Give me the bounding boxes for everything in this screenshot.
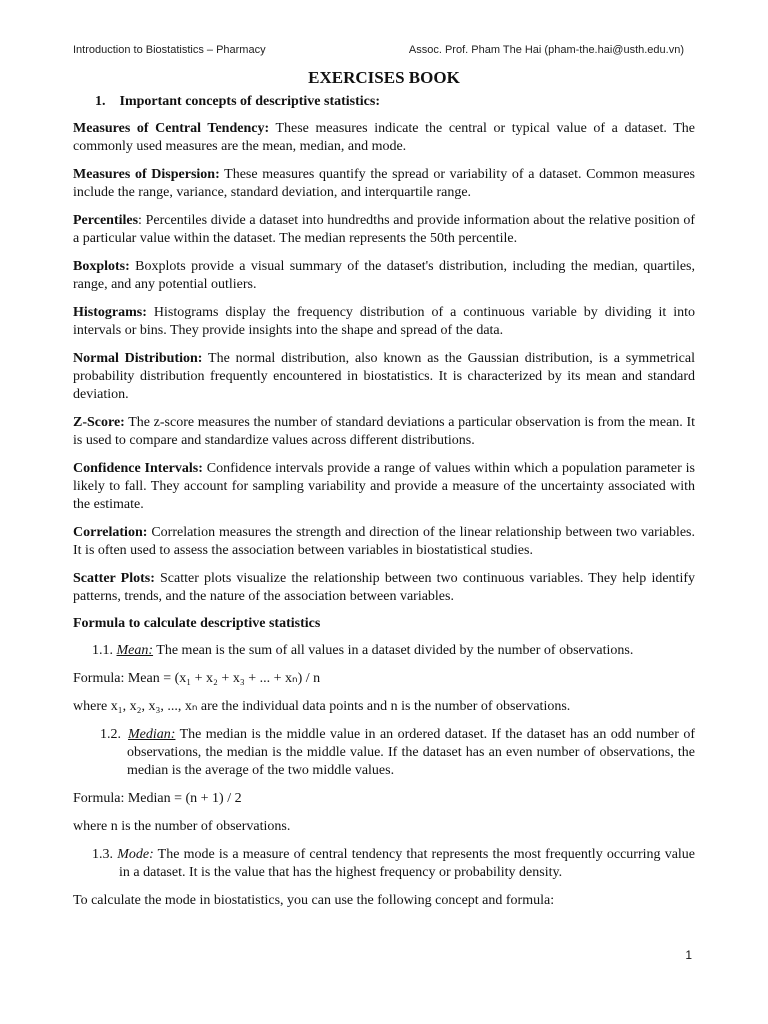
header-course: Introduction to Biostatistics – Pharmacy: [73, 44, 266, 56]
concept-boxplots: [73, 258, 695, 294]
mean-label: Mean:: [116, 643, 154, 658]
concept-confidence-intervals: [73, 460, 695, 514]
concept-text: Boxplots provide a visual summary of the dataset's distribution, including the median, quartiles, range, and any potential outliers.: [73, 259, 695, 292]
formula-heading: Formula to calculate descriptive statistics: [73, 616, 321, 631]
concept-text: The normal distribution, also known as the Gaussian distribution, is a symmetrical probability distribution frequently encountered in biostatistics. It is characterized by its mean and standard deviation.: [73, 351, 695, 402]
concept-term: Confidence Intervals:: [73, 461, 203, 476]
median-label: Median:: [128, 727, 176, 742]
page-number: 1: [685, 948, 692, 962]
concept-scatter-plots: [73, 570, 695, 606]
median-item: [73, 726, 695, 780]
mean-formula: Formula: Mean = (x₁ + x₂ + x₃ + ... + xₙ) / n: [73, 671, 321, 686]
concept-normal-distribution: [73, 350, 695, 404]
concept-term: Z-Score:: [73, 415, 125, 430]
concept-term: Measures of Dispersion:: [73, 167, 220, 182]
concept-text: Histograms display the frequency distribution of a continuous variable by dividing it into intervals or bins. They provide insights into the shape and spread of the data.: [73, 305, 695, 338]
header-author: Assoc. Prof. Pham The Hai (pham-the.hai@usth.edu.vn): [408, 44, 684, 56]
median-text: The median is the middle value in an ordered dataset. If the dataset has an odd number of observations, the median is the middle value. If the dataset has an even number of observations, the median is the average of the two middle values.: [127, 727, 695, 778]
median-number: 1.2.: [100, 727, 128, 742]
page-body: [73, 68, 695, 920]
concept-dispersion: [73, 166, 695, 202]
concept-z-score: [73, 414, 695, 450]
concept-term: Percentiles: [73, 213, 139, 228]
closing-sentence: To calculate the mode in biostatistics, you can use the following concept and formula:: [73, 893, 555, 908]
concept-text: These measures indicate the central or typical value of a dataset. The commonly used measures are the mean, median, and mode.: [73, 121, 695, 154]
concept-term: Scatter Plots:: [73, 571, 155, 586]
concept-text: Confidence intervals provide a range of values within which a population parameter is likely to fall. They account for sampling variability and provide a measure of the uncertainty associated with the estimate.: [73, 461, 695, 512]
concept-term: Correlation:: [73, 525, 148, 540]
mode-number: 1.3.: [92, 847, 118, 862]
section-heading: 1. Important concepts of descriptive statistics:: [95, 94, 381, 109]
concept-text: The z-score measures the number of standard deviations a particular observation is from the mean. It is used to compare and standardize values across different distributions.: [73, 415, 695, 448]
mean-where: where x₁, x₂, x₃, ..., xₙ are the individual data points and n is the number of observations.: [73, 699, 571, 714]
concept-term: Measures of Central Tendency:: [73, 121, 270, 136]
mode-label: Mode:: [117, 847, 154, 862]
mean-item: [73, 642, 695, 660]
median-formula: Formula: Median = (n + 1) / 2: [73, 791, 242, 806]
concept-percentiles: [73, 212, 695, 248]
concept-term: Normal Distribution:: [73, 351, 203, 366]
concept-text: Correlation measures the strength and direction of the linear relationship between two variables. It is often used to assess the association between variables in biostatistical studies.: [73, 525, 695, 558]
concept-text: These measures quantify the spread or variability of a dataset. Common measures include the range, variance, standard deviation, and interquartile range.: [73, 167, 695, 200]
running-header: [73, 44, 684, 56]
concept-text: : Percentiles divide a dataset into hundredths and provide information about the relative position of a particular value within the dataset. The median represents the 50th percentile.: [73, 213, 695, 246]
page-title: EXERCISES BOOK: [308, 68, 460, 87]
mean-number: 1.1.: [92, 643, 117, 658]
concept-text: Scatter plots visualize the relationship between two continuous variables. They help identify patterns, trends, and the nature of the association between variables.: [73, 571, 695, 604]
mode-text: The mode is a measure of central tendency that represents the most frequently occurring value in a dataset. It is the value that has the highest frequency or probability density.: [119, 847, 696, 880]
mean-text: The mean is the sum of all values in a dataset divided by the number of observations.: [153, 643, 634, 658]
concept-correlation: [73, 524, 695, 560]
concept-histograms: [73, 304, 695, 340]
concept-central-tendency: [73, 120, 695, 156]
median-where: where n is the number of observations.: [73, 819, 291, 834]
concept-term: Histograms:: [73, 305, 147, 320]
concept-term: Boxplots:: [73, 259, 130, 274]
mode-item: [73, 846, 695, 882]
